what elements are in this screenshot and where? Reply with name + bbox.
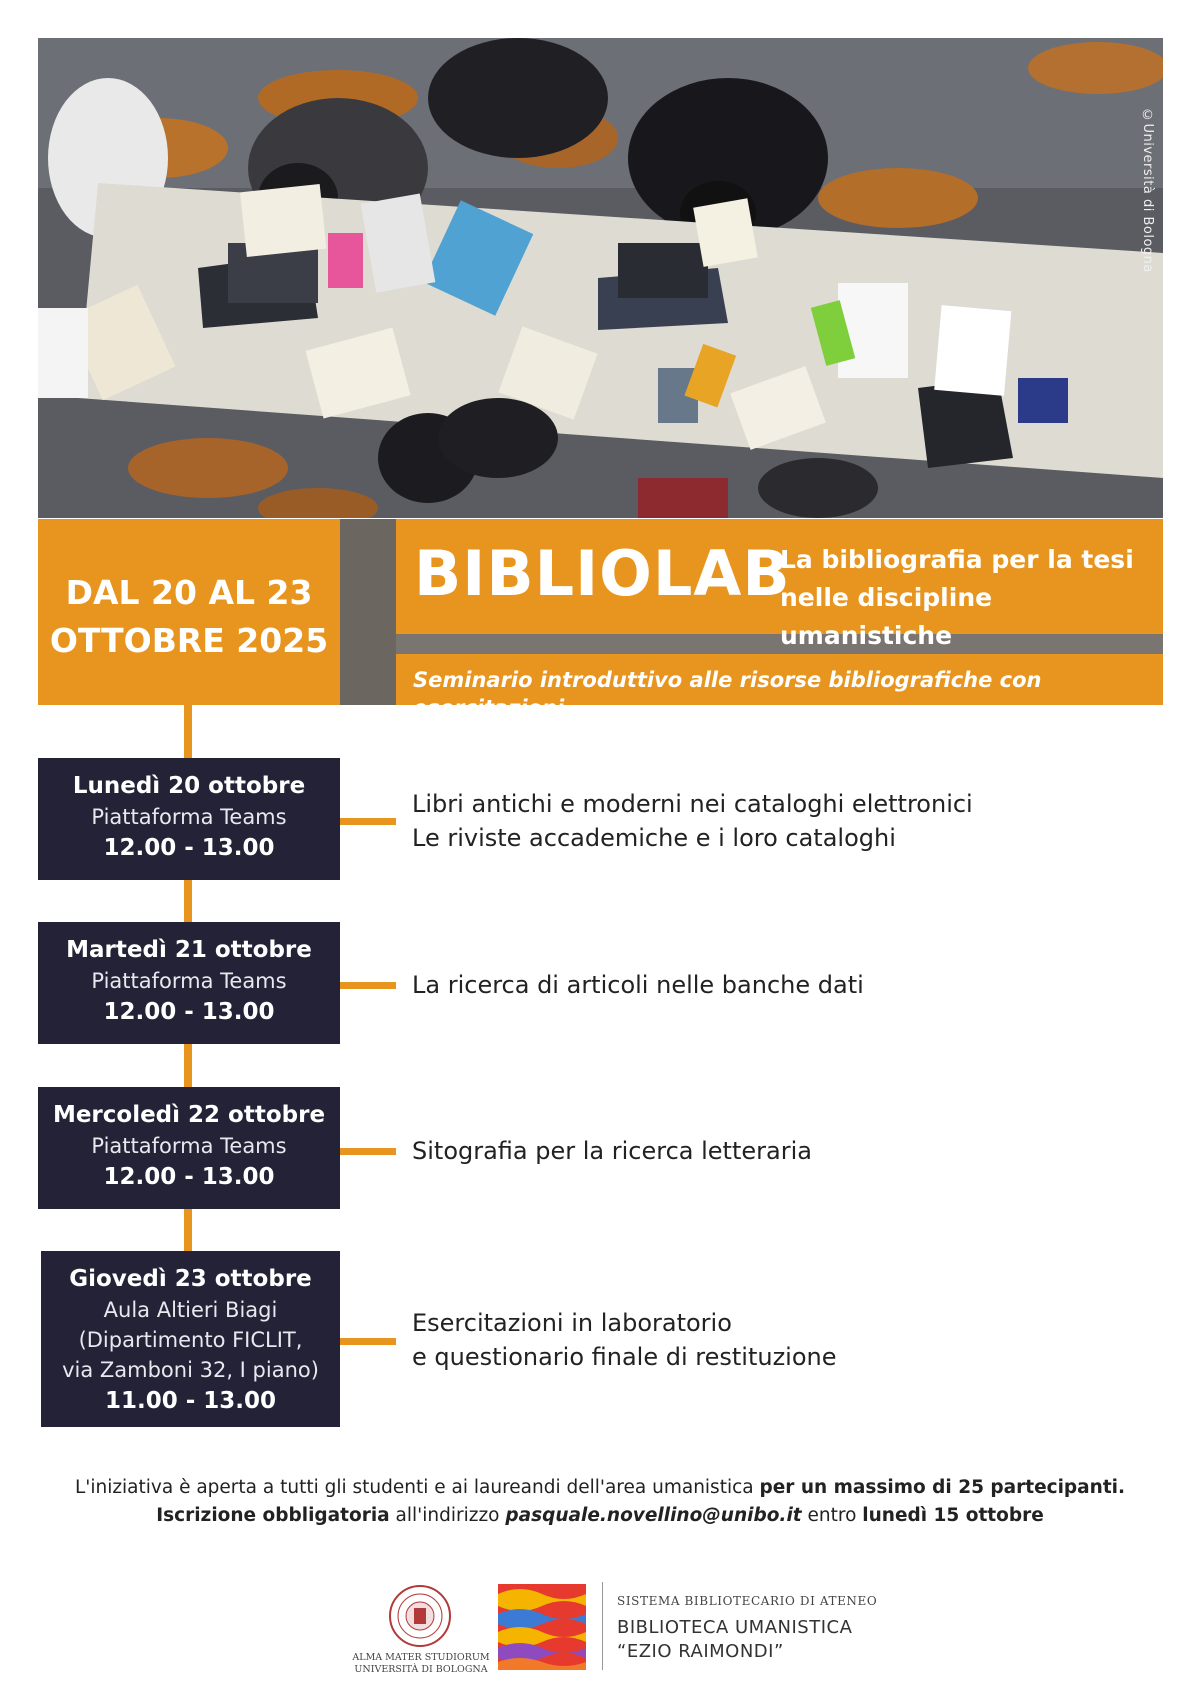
info-emphasis: lunedì 15 ottobre (862, 1505, 1044, 1526)
library-name-line: BIBLIOTECA UMANISTICA (617, 1617, 853, 1638)
photo-strip (340, 519, 396, 705)
session-place: via Zamboni 32, I piano) (62, 1358, 319, 1382)
info-emphasis: per un massimo di 25 partecipanti. (759, 1477, 1126, 1498)
session-thursday (41, 1251, 340, 1427)
study-table-illustration (38, 38, 1163, 518)
seminar-banner (396, 654, 1163, 720)
topic-line: e questionario finale di restituzione (412, 1343, 837, 1371)
info-text: all'indirizzo (389, 1505, 506, 1526)
session-place: (Dipartimento FICLIT, (78, 1328, 303, 1352)
session-place: Piattaforma Teams (91, 1134, 287, 1158)
photo-credit: ©Università di Bologna (1140, 108, 1155, 273)
topic-line: Sitografia per la ricerca letteraria (412, 1137, 812, 1165)
timeline-connector (340, 982, 396, 989)
info-line (0, 1474, 1200, 1502)
timeline-connector (340, 1338, 396, 1345)
topic-line: Le riviste accademiche e i loro cataloghi (412, 824, 896, 852)
title-box (396, 519, 1163, 650)
info-text: entro (801, 1505, 863, 1526)
session-topics (412, 1306, 837, 1374)
unibo-seal-icon (388, 1584, 452, 1648)
unibo-line: UNIVERSITÀ DI BOLOGNA (354, 1664, 488, 1675)
event-title: BIBLIOLAB (414, 537, 791, 610)
date-box (38, 519, 340, 705)
logo-divider (602, 1582, 603, 1670)
session-place: Piattaforma Teams (91, 805, 287, 829)
subtitle-line: nelle discipline umanistiche (780, 583, 993, 650)
hero-photo (38, 38, 1163, 518)
library-name-line: “EZIO RAIMONDI” (617, 1641, 784, 1662)
unibo-caption (346, 1652, 496, 1676)
session-place: Aula Altieri Biagi (103, 1298, 278, 1322)
session-topics (412, 1134, 812, 1168)
email-link[interactable]: pasquale.novellino@unibo.it (505, 1505, 802, 1526)
session-topics (412, 787, 973, 855)
session-time: 12.00 - 13.00 (103, 835, 275, 861)
library-logo-icon (498, 1584, 586, 1670)
timeline-connector (340, 818, 396, 825)
session-wednesday (38, 1087, 340, 1209)
session-day: Giovedì 23 ottobre (69, 1266, 312, 1292)
logos-bar (0, 1580, 1200, 1690)
registration-info (0, 1474, 1200, 1530)
timeline-connector (340, 1148, 396, 1155)
topic-line: Esercitazioni in laboratorio (412, 1309, 732, 1337)
session-time: 11.00 - 13.00 (104, 1388, 277, 1414)
date-line: OTTOBRE 2025 (49, 621, 329, 660)
subtitle-line: La bibliografia per la tesi (780, 545, 1134, 574)
session-monday (38, 758, 340, 880)
unibo-line: ALMA MATER STUDIORUM (352, 1652, 490, 1663)
info-emphasis: Iscrizione obbligatoria (156, 1505, 390, 1526)
library-system: SISTEMA BIBLIOTECARIO DI ATENEO (617, 1594, 878, 1608)
info-text: L'iniziativa è aperta a tutti gli studenti e ai laureandi dell'area umanistica (74, 1477, 760, 1498)
event-subtitle (780, 541, 1163, 655)
topic-line: La ricerca di articoli nelle banche dati (412, 971, 864, 999)
topic-line: Libri antichi e moderni nei cataloghi elettronici (412, 790, 973, 818)
date-line: DAL 20 AL 23 (65, 573, 313, 612)
info-line (0, 1502, 1200, 1530)
library-name (617, 1616, 852, 1664)
seminar-description: Seminario introduttivo alle risorse bibliografiche con esercitazioni (413, 668, 1042, 720)
session-time: 12.00 - 13.00 (103, 999, 275, 1025)
date-range (38, 569, 340, 665)
session-time: 12.00 - 13.00 (103, 1164, 275, 1190)
session-tuesday (38, 922, 340, 1044)
session-day: Martedì 21 ottobre (66, 937, 312, 963)
session-day: Lunedì 20 ottobre (72, 773, 306, 799)
session-topics (412, 968, 864, 1002)
session-day: Mercoledì 22 ottobre (52, 1102, 326, 1128)
session-place: Piattaforma Teams (91, 969, 287, 993)
